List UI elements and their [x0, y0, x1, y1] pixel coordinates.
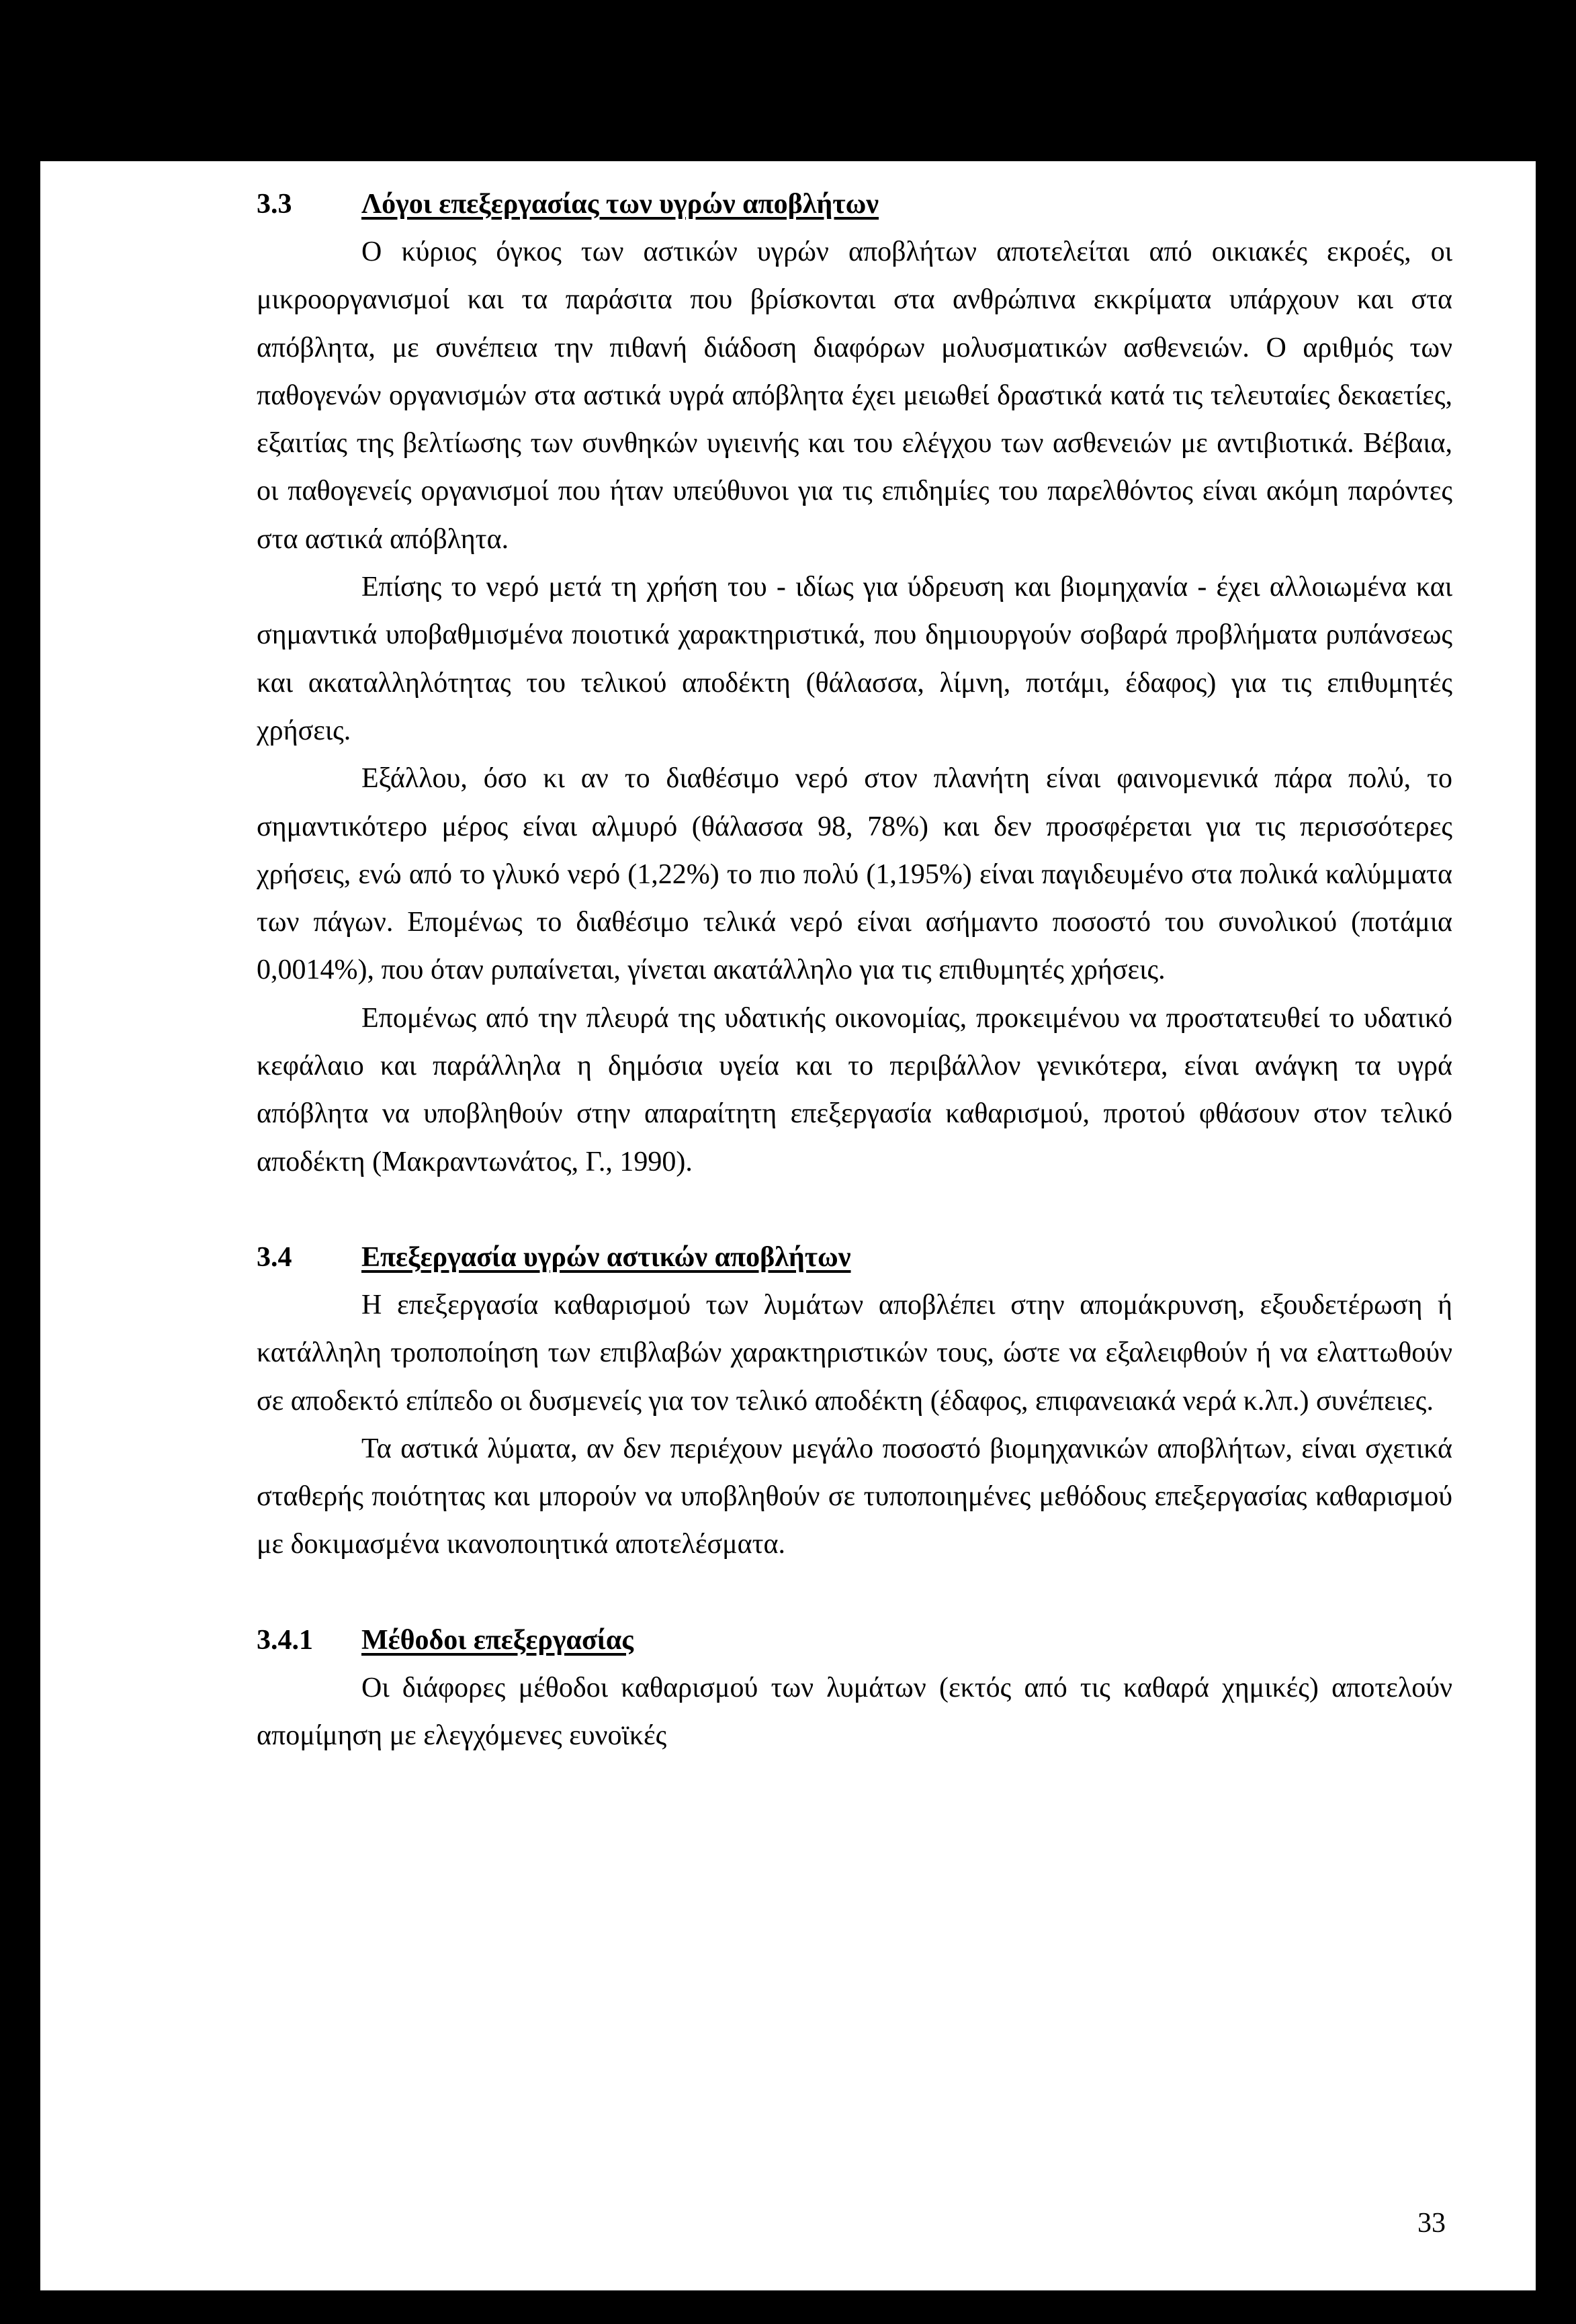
- section-number: 3.3: [257, 189, 292, 220]
- section-number: 3.4.1: [257, 1624, 313, 1656]
- document-page: [40, 161, 1536, 2290]
- paragraph: Τα αστικά λύματα, αν δεν περιέχουν μεγάλο ποσοστό βιομηχανικών αποβλήτων, είναι σχετικά σταθερής ποιότητας και μπορούν να υποβληθούν σε τυποποιημένες μεθόδους επεξεργασίας καθαρισμού με δοκιμασμένα ικανοποιητικά αποτελέσματα.: [257, 1433, 1452, 1560]
- section-title: Μέθοδοι επεξεργασίας: [361, 1624, 633, 1656]
- paragraph: Επίσης το νερό μετά τη χρήση του - ιδίως για ύδρευση και βιομηχανία - έχει αλλοιωμένα και σημαντικά υποβαθμισμένα ποιοτικά χαρακτηριστικά, που δημιουργούν σοβαρά προβλήματα ρυπάνσεως και ακαταλληλότητας του τελικού αποδέκτη (θάλασσα, λίμνη, ποτάμι, έδαφος) για τις επιθυμητές χρήσεις.: [257, 572, 1452, 746]
- section-heading-3-3: [257, 181, 1452, 228]
- page-number: 33: [1417, 2208, 1446, 2239]
- section-heading-3-4-1: [257, 1617, 1452, 1664]
- paragraph: Επομένως από την πλευρά της υδατικής οικονομίας, προκειμένου να προστατευθεί το υδατικό κεφάλαιο και παράλληλα η δημόσια υγεία και το περιβάλλον γενικότερα, είναι ανάγκη τα υγρά απόβλητα να υποβληθούν στην απαραίτητη επεξεργασία καθαρισμού, προτού φθάσουν στον τελικό αποδέκτη (Μακραντωνάτος, Γ., 1990).: [257, 1002, 1452, 1177]
- paragraph: Ο κύριος όγκος των αστικών υγρών αποβλήτων αποτελείται από οικιακές εκροές, οι μικροοργανισμοί και τα παράσιτα που βρίσκονται στα ανθρώπινα εκκρίματα υπάρχουν και στα απόβλητα, με συνέπεια την πιθανή διάδοση διαφόρων μολυσματικών ασθενειών. Ο αριθμός των παθογενών οργανισμών στα αστικά υγρά απόβλητα έχει μειωθεί δραστικά κατά τις τελευταίες δεκαετίες, εξαιτίας της βελτίωσης των συνθηκών υγιεινής και του ελέγχου των ασθενειών με αντιβιοτικά. Βέβαια, οι παθογενείς οργανισμοί που ήταν υπεύθυνοι για τις επιδημίες του παρελθόντος είναι ακόμη παρόντες στα αστικά απόβλητα.: [257, 236, 1452, 555]
- section-gap: [257, 1186, 1452, 1234]
- paragraph: Η επεξεργασία καθαρισμού των λυμάτων αποβλέπει στην απομάκρυνση, εξουδετέρωση ή κατάλληλη τροποποίηση των επιβλαβών χαρακτηριστικών τους, ώστε να εξαλειφθούν ή να ελαττωθούν σε αποδεκτό επίπεδο οι δυσμενείς για τον τελικό αποδέκτη (έδαφος, επιφανειακά νερά κ.λπ.) συνέπειες.: [257, 1289, 1452, 1417]
- section-gap: [257, 1569, 1452, 1617]
- section-title: Επεξεργασία υγρών αστικών αποβλήτων: [361, 1241, 851, 1273]
- section-heading-3-4: [257, 1234, 1452, 1282]
- section-title: Λόγοι επεξεργασίας των υγρών αποβλήτων: [361, 189, 879, 220]
- page-content: [257, 181, 1452, 1760]
- paragraph: Οι διάφορες μέθοδοι καθαρισμού των λυμάτων (εκτός από τις καθαρά χημικές) αποτελούν απομίμηση με ελεγχόμενες ευνοϊκές: [257, 1672, 1452, 1752]
- paragraph: Εξάλλου, όσο κι αν το διαθέσιμο νερό στον πλανήτη είναι φαινομενικά πάρα πολύ, το σημαντικότερο μέρος είναι αλμυρό (θάλασσα 98, 78%) και δεν προσφέρεται για τις περισσότερες χρήσεις, ενώ από το γλυκό νερό (1,22%) το πιο πολύ (1,195%) είναι παγιδευμένο στα πολικά καλύμματα των πάγων. Επομένως το διαθέσιμο τελικά νερό είναι ασήμαντο ποσοστό του συνολικού (ποτάμια 0,0014%), που όταν ρυπαίνεται, γίνεται ακατάλληλο για τις επιθυμητές χρήσεις.: [257, 763, 1452, 986]
- section-number: 3.4: [257, 1241, 292, 1273]
